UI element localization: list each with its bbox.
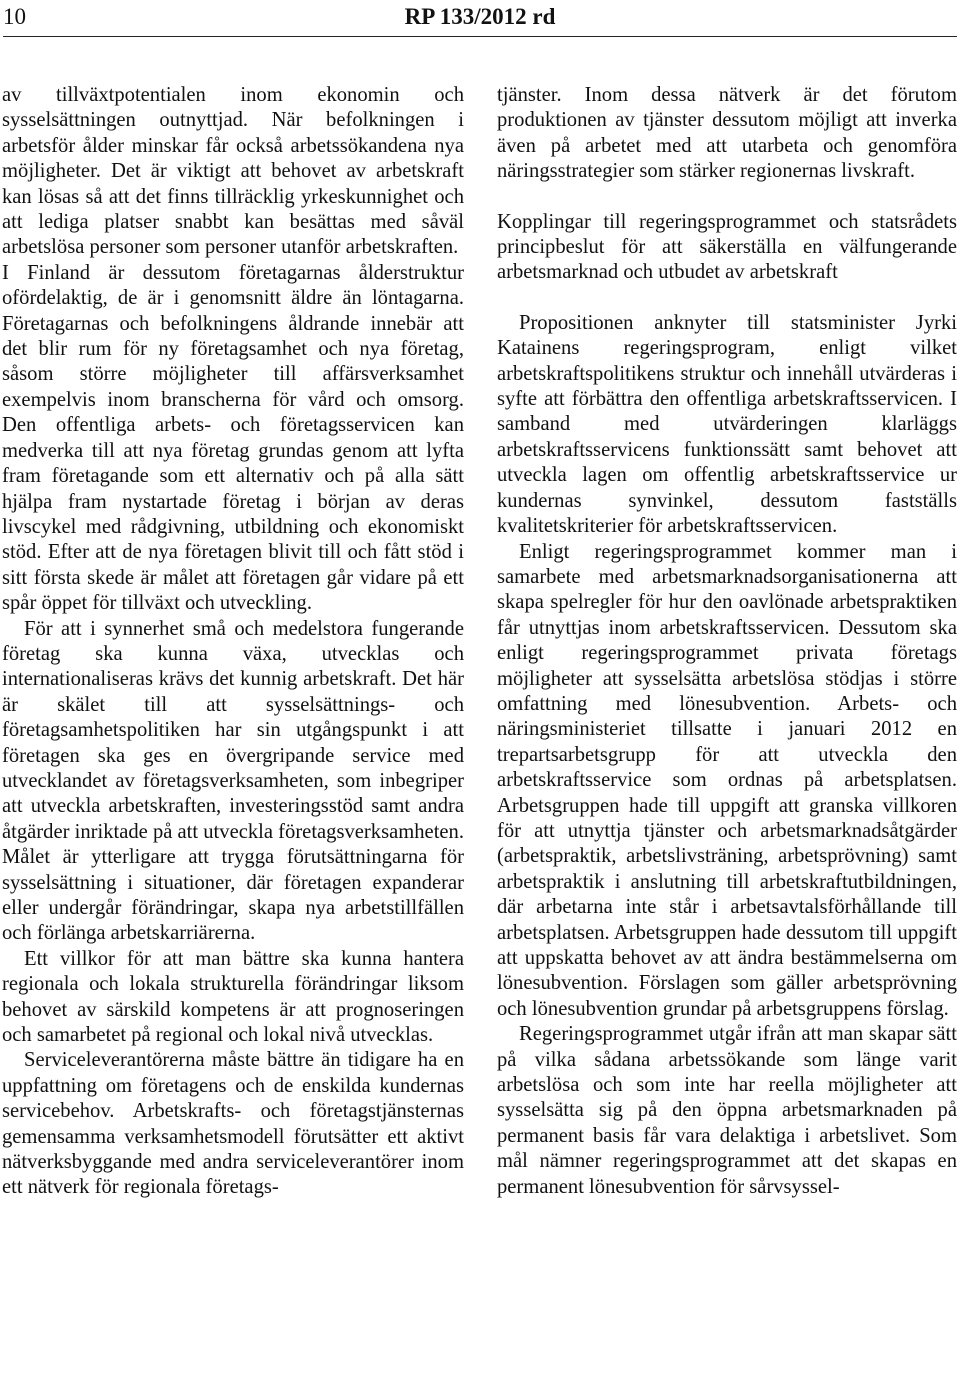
paragraph: Ett villkor för att man bättre ska kunna hantera regionala och lokala strukturella förändringar liksom behovet av särskild kompetens är att prognoseringen och samarbetet på regional och lokal nivå utvecklas. <box>2 947 464 1047</box>
page-header <box>0 0 960 40</box>
paragraph: Enligt regeringsprogrammet kommer man i samarbete med arbetsmarknadsorganisationerna att skapa spelregler för hur den oavlönade arbetspraktiken får utnyttjas inom arbetskraftsservicen. Dessutom ska enligt regeringsprogrammet privata företags möjligheter att sysselsätta arbetslösa stödjas i större omfattning med lönesubvention. Arbets- och näringsministeriet tillsatte i januari 2012 en trepartsarbetsgrupp för att utveckla den arbetskraftsservice som ordnas på arbetsplatsen. Arbetsgruppen hade till uppgift att granska villkoren för att utnyttja tjänster och arbetsmarknadsåtgärder (arbetspraktik, arbetslivsträning, arbetsprövning) samt arbetspraktik i anslutning till arbetskraftutbildningen, där arbetarna inte står i arbetsavtalsförhållande till arbetsplatsen. Arbetsgruppen hade dessutom till uppgift att uppskatta behovet av att ändra bestämmelserna om lönesubvention. Förslagen som gäller arbetsprövning och lönesubvention grundar på arbetsgruppens förslag. <box>497 540 957 1020</box>
paragraph: För att i synnerhet små och medelstora fungerande företag ska kunna växa, utvecklas och internationaliseras krävs det kunnig arbetskraft. Det här är skälet till att sysselsättnings- och företagsamhetspolitiken har sin utgångspunkt i att företagen ska ges en övergripande service med utvecklandet av företagsverksamheten, som inbegriper att utveckla arbetskraften, investeringsstöd samt andra åtgärder inriktade på att utveckla företagsverksamheten. Målet är ytterligare att trygga förutsättningarna för sysselsättning i situationer, där företagen expanderar eller undergår förändringar, skapa nya arbetstillfällen och förlänga arbetskarriärerna. <box>2 617 465 945</box>
right-column <box>497 83 957 1200</box>
paragraph: av tillväxtpotentialen inom ekonomin och sysselsättningen outnyttjad. När befolkningen i arbetsför ålder minskar får också arbetssökandena nya möjligheter. Det är viktigt att behovet av arbetskraft kan lösas så att det finns tillräcklig yrkeskunnighet och att lediga platser snabbt kan besättas med såväl arbetslösa personer som personer utanför arbetskraften. <box>2 84 464 259</box>
paragraph: I Finland är dessutom företagarnas ålderstruktur ofördelaktig, de är i genomsnitt äldre än löntagarna. Företagarnas och befolkningens åldrande innebär att det blir rum för ny företagsamhet och nya företag, såsom större möjligheter till affärsverksamhet exempelvis inom branscherna för vård och omsorg. Den offentliga arbets- och företagsservicen kan medverka till att nya företag grundas genom att lyfta fram företagande som ett alternativ och på alla sätt hjälpa fram nystartade företag i början av deras livscykel med rådgivning, utbildning och ekonomiskt stöd. Efter att de nya företagen blivit till och fått stöd i sitt första skede är målet att företagen går vidare på ett spår öppet för tillväxt och utveckling. <box>2 261 464 615</box>
paragraph: tjänster. Inom dessa nätverk är det förutom produktionen av tjänster dessutom möjligt att inverka även på arbetet med att utarbeta och genomföra näringsstrategier som stärker regionernas livskraft. <box>497 84 957 183</box>
page-number: 10 <box>3 4 26 29</box>
paragraph: Propositionen anknyter till statsminister Jyrki Katainens regeringsprogram, enligt vilket arbetskraftspolitikens struktur och innehåll utvärderas i syfte att förbättra den offentliga arbetskraftsservicen. I samband med utvärderingen klarläggs arbetskraftsservicens funktionssätt samt behovet att utveckla lagen om offentlig arbetskraftsservice ur kundernas synvinkel, dessutom fastställs kvalitetskriterier för arbetskraftsservicen. <box>497 311 957 538</box>
document-id: RP 133/2012 rd <box>404 4 556 29</box>
section-heading: Kopplingar till regeringsprogrammet och statsrådets principbeslut för att säkerställa en välfungerande arbetsmarknad och utbudet av arbetskraft <box>497 210 957 284</box>
paragraph: Regeringsprogrammet utgår ifrån att man skapar sätt på vilka sådana arbetssökande som länge varit arbetslösa och som inte har reella möjligheter att sysselsätta sig på den öppna arbetsmarknaden på permanent basis får vara delaktiga i arbetslivet. Som mål nämner regeringsprogrammet att det skapas en permanent lönesubvention för sårvsyssel- <box>497 1023 957 1198</box>
paragraph: Serviceleverantörerna måste bättre än tidigare ha en uppfattning om företagens och de enskilda kundernas servicebehov. Arbetskrafts- och företagstjänsternas gemensamma verksamhetsmodell förutsätter ett aktivt nätverksbyggande med andra serviceleverantörer inom ett nätverk för regionala företags- <box>2 1049 464 1199</box>
left-column <box>2 83 464 1201</box>
header-rule <box>3 36 957 37</box>
